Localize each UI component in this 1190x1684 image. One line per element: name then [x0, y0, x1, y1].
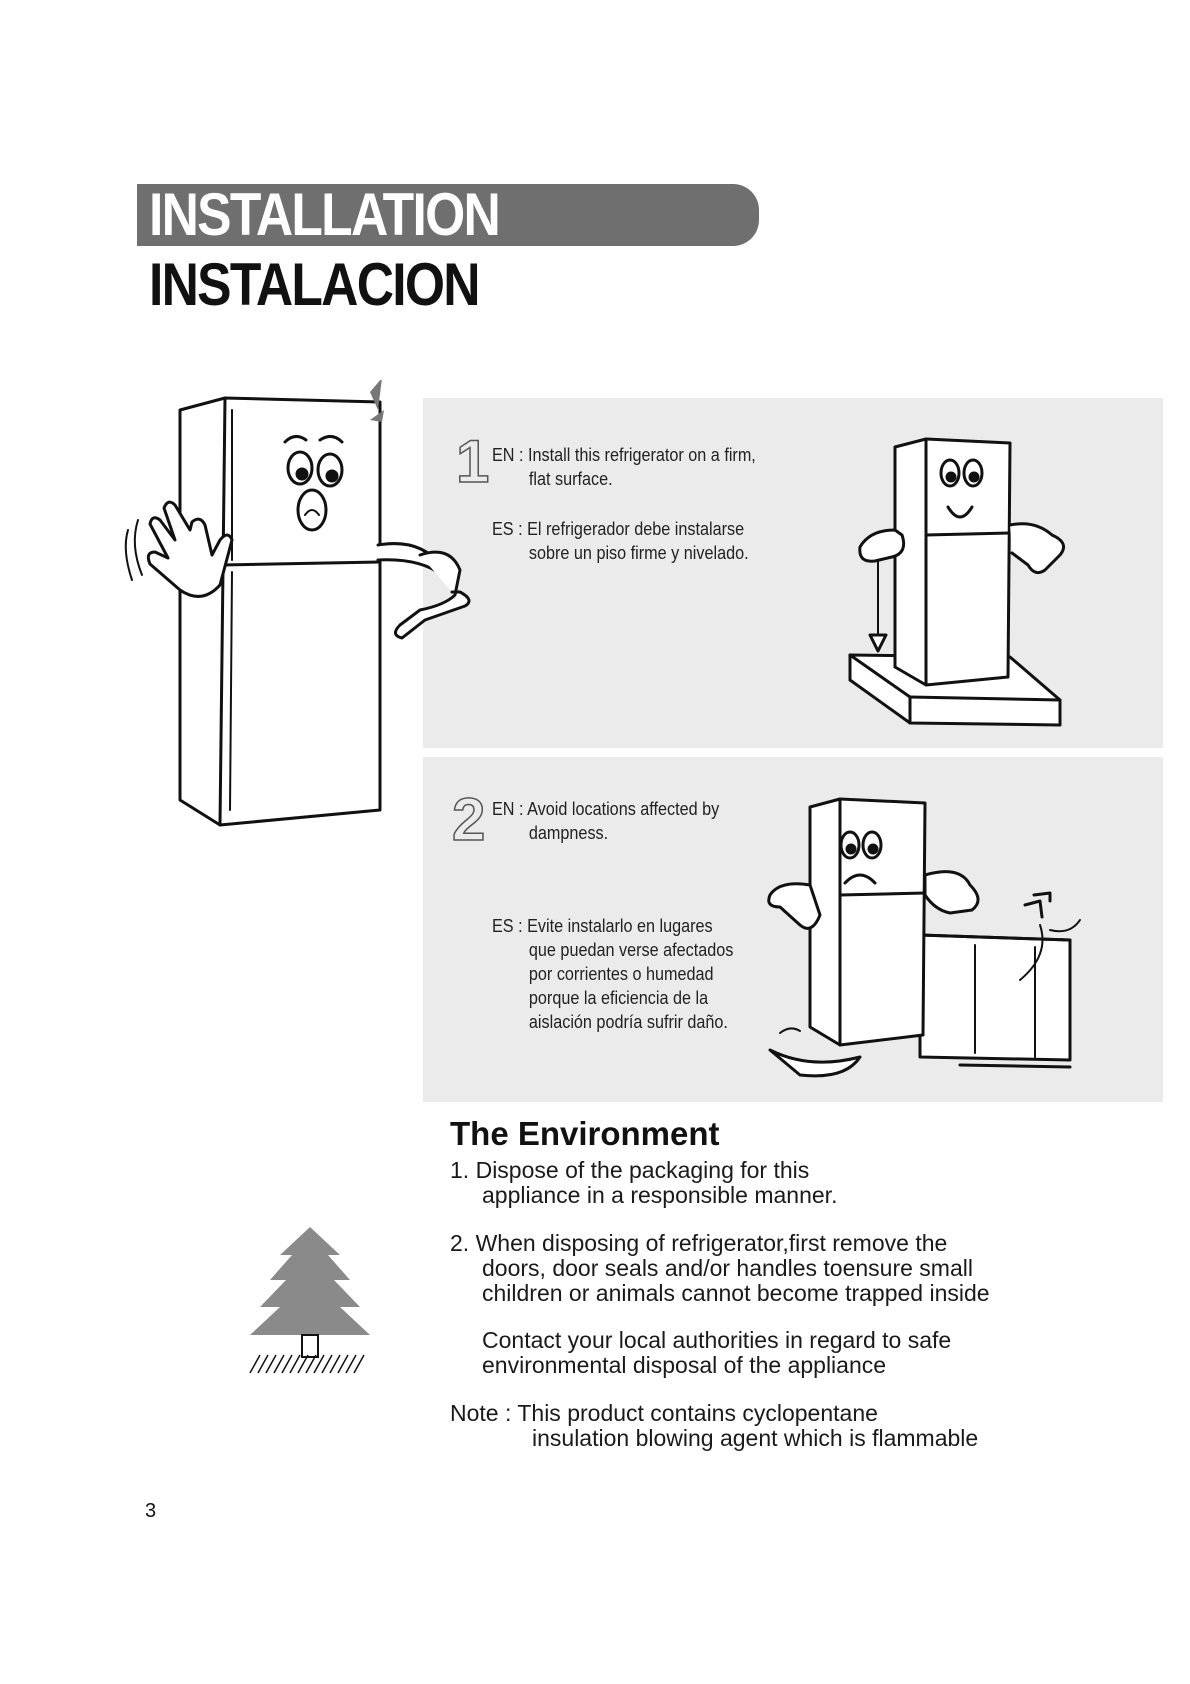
refrigerator-level-floor-illustration [830, 435, 1090, 735]
step-2-es-line-1: Evite instalarlo en lugares [527, 916, 713, 936]
environment-contact-line-1: Contact your local authorities in regard to safe [482, 1327, 952, 1353]
environment-heading: The Environment [450, 1115, 720, 1152]
step-2-es-text [492, 914, 780, 1034]
step-1-es-line-1: El refrigerador debe instalarse [527, 519, 745, 539]
environment-item-2-line-1: When disposing of refrigerator,first remove the [475, 1230, 948, 1256]
step-2-en-prefix: EN : [492, 799, 524, 819]
environment-item-2-line-2: doors, door seals and/or handles toensure small [482, 1255, 973, 1281]
step-1-es-prefix: ES : [492, 519, 523, 539]
step-1-es-text [492, 517, 780, 565]
environment-item-1-number: 1. [450, 1157, 470, 1183]
step-2-es-line-3: por corrientes o humedad [528, 964, 714, 984]
environment-note-line-1: This product contains cyclopentane [517, 1400, 878, 1426]
page-title-es: INSTALACION [149, 251, 479, 318]
step-2-en-text [492, 797, 780, 845]
environment-item-2-line-3: children or animals cannot become trapped inside [482, 1280, 990, 1306]
environment-note-prefix: Note : [450, 1400, 512, 1426]
step-2-es-line-4: porque la eficiencia de la [528, 988, 709, 1008]
environment-contact-line-2: environmental disposal of the appliance [482, 1352, 887, 1378]
step-1-en-line-1: Install this refrigerator on a firm, [528, 445, 756, 465]
step-1-es-line-2: sobre un piso firme y nivelado. [528, 543, 749, 563]
step-1-number: 1 [456, 428, 490, 495]
environment-item-2-number: 2. [450, 1230, 470, 1256]
page-title-en: INSTALLATION [149, 181, 500, 248]
environment-item-2 [450, 1231, 1130, 1306]
environment-note-line-2: insulation blowing agent which is flammable [532, 1425, 979, 1451]
step-2-es-prefix: ES : [492, 916, 523, 936]
step-2-es-line-2: que puedan verse afectados [528, 940, 734, 960]
environment-note [450, 1401, 1130, 1451]
environment-contact [482, 1328, 1162, 1378]
environment-item-1 [450, 1158, 1130, 1208]
step-2-es-line-5: aislación podría sufrir daño. [528, 1012, 728, 1032]
step-1-en-line-2: flat surface. [528, 469, 613, 489]
step-1-en-text [492, 443, 780, 491]
refrigerator-dampness-illustration [750, 795, 1090, 1095]
step-2-en-line-1: Avoid locations affected by [527, 799, 720, 819]
tree-icon [240, 1225, 380, 1375]
step-1-en-prefix: EN : [492, 445, 524, 465]
step-2-en-line-2: dampness. [528, 823, 609, 843]
environment-item-1-line-1: Dispose of the packaging for this [475, 1157, 810, 1183]
page-number: 3 [145, 1500, 157, 1522]
step-2-number: 2 [452, 786, 486, 853]
environment-item-1-line-2: appliance in a responsible manner. [482, 1182, 838, 1208]
